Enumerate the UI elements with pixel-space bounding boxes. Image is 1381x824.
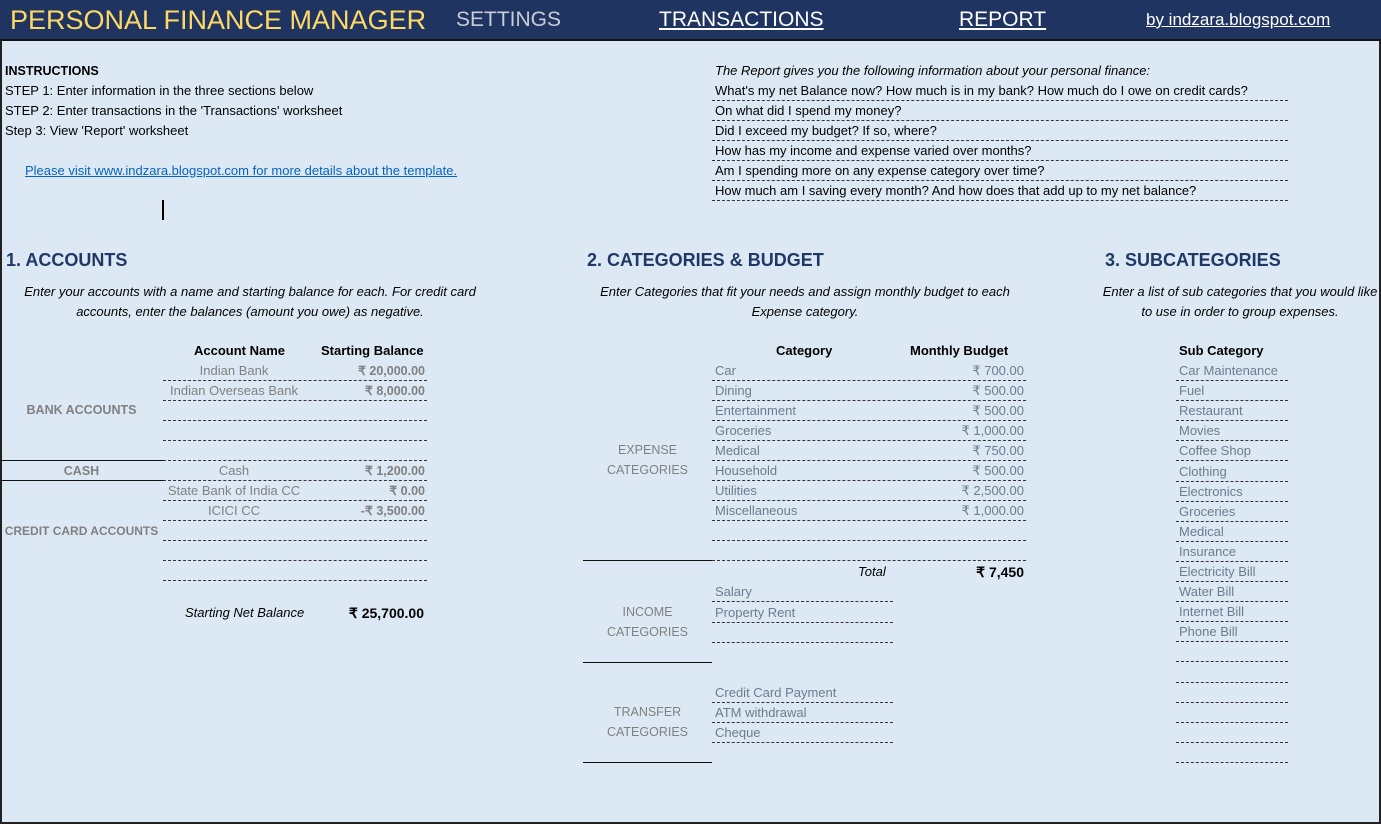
expense-category-cell[interactable]: Miscellaneous <box>715 503 798 518</box>
col-category: Category <box>776 343 833 358</box>
expense-category-cell[interactable]: Entertainment <box>715 403 796 418</box>
account-balance-cell[interactable]: -₹ 3,500.00 <box>360 504 425 518</box>
report-question: Am I spending more on any expense category over time? <box>715 163 1045 178</box>
dotted-divider <box>1176 661 1288 662</box>
budget-cell[interactable]: ₹ 500.00 <box>972 403 1024 418</box>
nav-settings[interactable]: SETTINGS <box>456 8 562 31</box>
dotted-divider <box>163 580 427 581</box>
dotted-divider <box>1176 682 1288 683</box>
budget-cell[interactable]: ₹ 750.00 <box>972 443 1024 458</box>
dotted-divider <box>163 560 427 561</box>
report-intro: The Report gives you the following information about your personal finance: <box>715 63 1151 78</box>
dotted-divider <box>1176 742 1288 743</box>
subcategory-cell[interactable]: Restaurant <box>1179 403 1243 419</box>
dotted-divider <box>163 400 427 401</box>
subcategory-cell[interactable]: Movies <box>1179 423 1221 439</box>
account-balance-cell[interactable]: ₹ 20,000.00 <box>357 364 425 378</box>
categories-title: 2. CATEGORIES & BUDGET <box>587 250 824 270</box>
account-name-cell[interactable]: Indian Overseas Bank <box>170 383 298 398</box>
transfer-category-cell[interactable]: ATM withdrawal <box>715 705 807 720</box>
transfer-categories-label: TRANSFER CATEGORIES <box>606 705 689 739</box>
dotted-divider <box>712 200 1288 201</box>
dotted-divider <box>712 642 893 643</box>
subcategory-cell[interactable]: Electronics <box>1179 483 1243 499</box>
col-starting-balance: Starting Balance <box>321 343 424 358</box>
subcategory-cell[interactable]: Groceries <box>1179 503 1236 519</box>
transfer-category-cell[interactable]: Cheque <box>715 725 761 740</box>
categories-description: Enter Categories that fit your needs and assign monthly budget to each Expense category. <box>600 284 1010 319</box>
credit-link[interactable]: by indzara.blogspot.com <box>1146 10 1331 29</box>
income-categories-label: INCOME CATEGORIES <box>606 605 689 639</box>
budget-cell[interactable]: ₹ 500.00 <box>972 383 1024 398</box>
expense-category-cell[interactable]: Groceries <box>715 423 772 438</box>
expense-category-cell[interactable]: Car <box>715 363 736 378</box>
template-details-link[interactable]: Please visit www.indzara.blogspot.com for more details about the template. <box>25 163 458 178</box>
app-title: PERSONAL FINANCE MANAGER <box>10 5 427 35</box>
col-monthly-budget: Monthly Budget <box>910 343 1009 358</box>
instruction-step: STEP 1: Enter information in the three sections below <box>5 83 314 98</box>
dotted-divider <box>163 420 427 421</box>
expense-category-cell[interactable]: Dining <box>715 383 752 398</box>
total-budget-value: ₹ 7,450 <box>976 564 1024 580</box>
subcategory-cell[interactable]: Insurance <box>1179 543 1237 559</box>
dotted-divider <box>1176 762 1288 763</box>
col-sub-category: Sub Category <box>1179 343 1264 358</box>
subcategory-cell[interactable]: Water Bill <box>1179 584 1235 600</box>
subcategory-cell[interactable]: Phone Bill <box>1179 624 1238 640</box>
dotted-divider <box>1176 702 1288 703</box>
expense-category-cell[interactable]: Household <box>715 463 778 478</box>
text-cursor <box>162 200 164 220</box>
dotted-divider <box>712 560 1026 561</box>
subcategory-cell[interactable]: Medical <box>1179 523 1224 539</box>
dotted-divider <box>1176 722 1288 723</box>
subcategories-title: 3. SUBCATEGORIES <box>1105 250 1281 270</box>
report-question: On what did I spend my money? <box>715 103 902 118</box>
total-label: Total <box>858 564 886 579</box>
subcategory-cell[interactable]: Electricity Bill <box>1179 564 1256 579</box>
cash-label: CASH <box>63 464 100 478</box>
dotted-divider <box>712 540 1026 541</box>
account-name-cell[interactable]: State Bank of India CC <box>167 483 301 498</box>
report-question: How has my income and expense varied over months? <box>715 143 1032 158</box>
nav-transactions[interactable]: TRANSACTIONS <box>659 8 824 31</box>
report-question: What's my net Balance now? How much is in my bank? How much do I owe on credit cards? <box>715 83 1248 98</box>
accounts-title: 1. ACCOUNTS <box>6 250 128 270</box>
account-name-cell[interactable]: Cash <box>218 463 250 478</box>
subcategories-description: Enter a list of sub categories that you would like to use in order to group expenses. <box>1102 284 1378 319</box>
report-question: Did I exceed my budget? If so, where? <box>715 123 937 138</box>
budget-cell[interactable]: ₹ 1,000.00 <box>961 423 1024 438</box>
report-question: How much am I saving every month? And how does that add up to my net balance? <box>715 183 1197 198</box>
dotted-divider <box>712 622 893 623</box>
instruction-step: Step 3: View 'Report' worksheet <box>5 123 189 138</box>
account-name-cell[interactable]: ICICI CC <box>208 503 260 518</box>
account-balance-cell[interactable]: ₹ 1,200.00 <box>364 464 425 478</box>
subcategory-cell[interactable]: Car Maintenance <box>1179 363 1278 378</box>
subcategory-cell[interactable]: Internet Bill <box>1179 604 1245 620</box>
budget-cell[interactable]: ₹ 2,500.00 <box>961 483 1024 498</box>
header-bar <box>0 0 1381 41</box>
income-category-cell[interactable]: Property Rent <box>715 604 796 620</box>
instructions-heading: INSTRUCTIONS <box>5 64 99 78</box>
accounts-description: Enter your accounts with a name and starting balance for each. For credit card accounts, enter the balances (amount you owe) as negative. <box>24 284 476 319</box>
dotted-divider <box>1176 641 1288 642</box>
subcategory-cell[interactable]: Fuel <box>1179 383 1205 399</box>
dotted-divider <box>712 742 893 743</box>
instruction-step: STEP 2: Enter transactions in the 'Transactions' worksheet <box>5 103 343 118</box>
income-category-cell[interactable]: Salary <box>715 584 752 599</box>
dotted-divider <box>163 540 427 541</box>
subcategory-cell[interactable]: Clothing <box>1179 463 1227 479</box>
dotted-divider <box>163 520 427 521</box>
expense-category-cell[interactable]: Utilities <box>715 483 757 498</box>
starting-net-balance-label: Starting Net Balance <box>185 605 305 620</box>
dotted-divider <box>163 440 427 441</box>
account-name-cell[interactable]: Indian Bank <box>199 363 269 378</box>
budget-cell[interactable]: ₹ 500.00 <box>972 463 1024 478</box>
budget-cell[interactable]: ₹ 700.00 <box>972 363 1024 378</box>
starting-net-balance-value: ₹ 25,700.00 <box>348 605 424 621</box>
transfer-category-cell[interactable]: Credit Card Payment <box>715 685 837 700</box>
col-account-name: Account Name <box>194 343 286 358</box>
account-balance-cell[interactable]: ₹ 0.00 <box>389 484 425 498</box>
bank-accounts-label: BANK ACCOUNTS <box>26 403 137 417</box>
expense-category-cell[interactable]: Medical <box>715 443 760 458</box>
account-balance-cell[interactable]: ₹ 8,000.00 <box>364 384 425 398</box>
budget-cell[interactable]: ₹ 1,000.00 <box>961 503 1024 518</box>
credit-card-accounts-label: CREDIT CARD ACCOUNTS <box>4 524 159 538</box>
dotted-divider <box>712 520 1026 521</box>
nav-report[interactable]: REPORT <box>959 8 1047 31</box>
expense-categories-label: EXPENSE CATEGORIES <box>606 443 689 477</box>
subcategory-cell[interactable]: Coffee Shop <box>1179 443 1252 459</box>
